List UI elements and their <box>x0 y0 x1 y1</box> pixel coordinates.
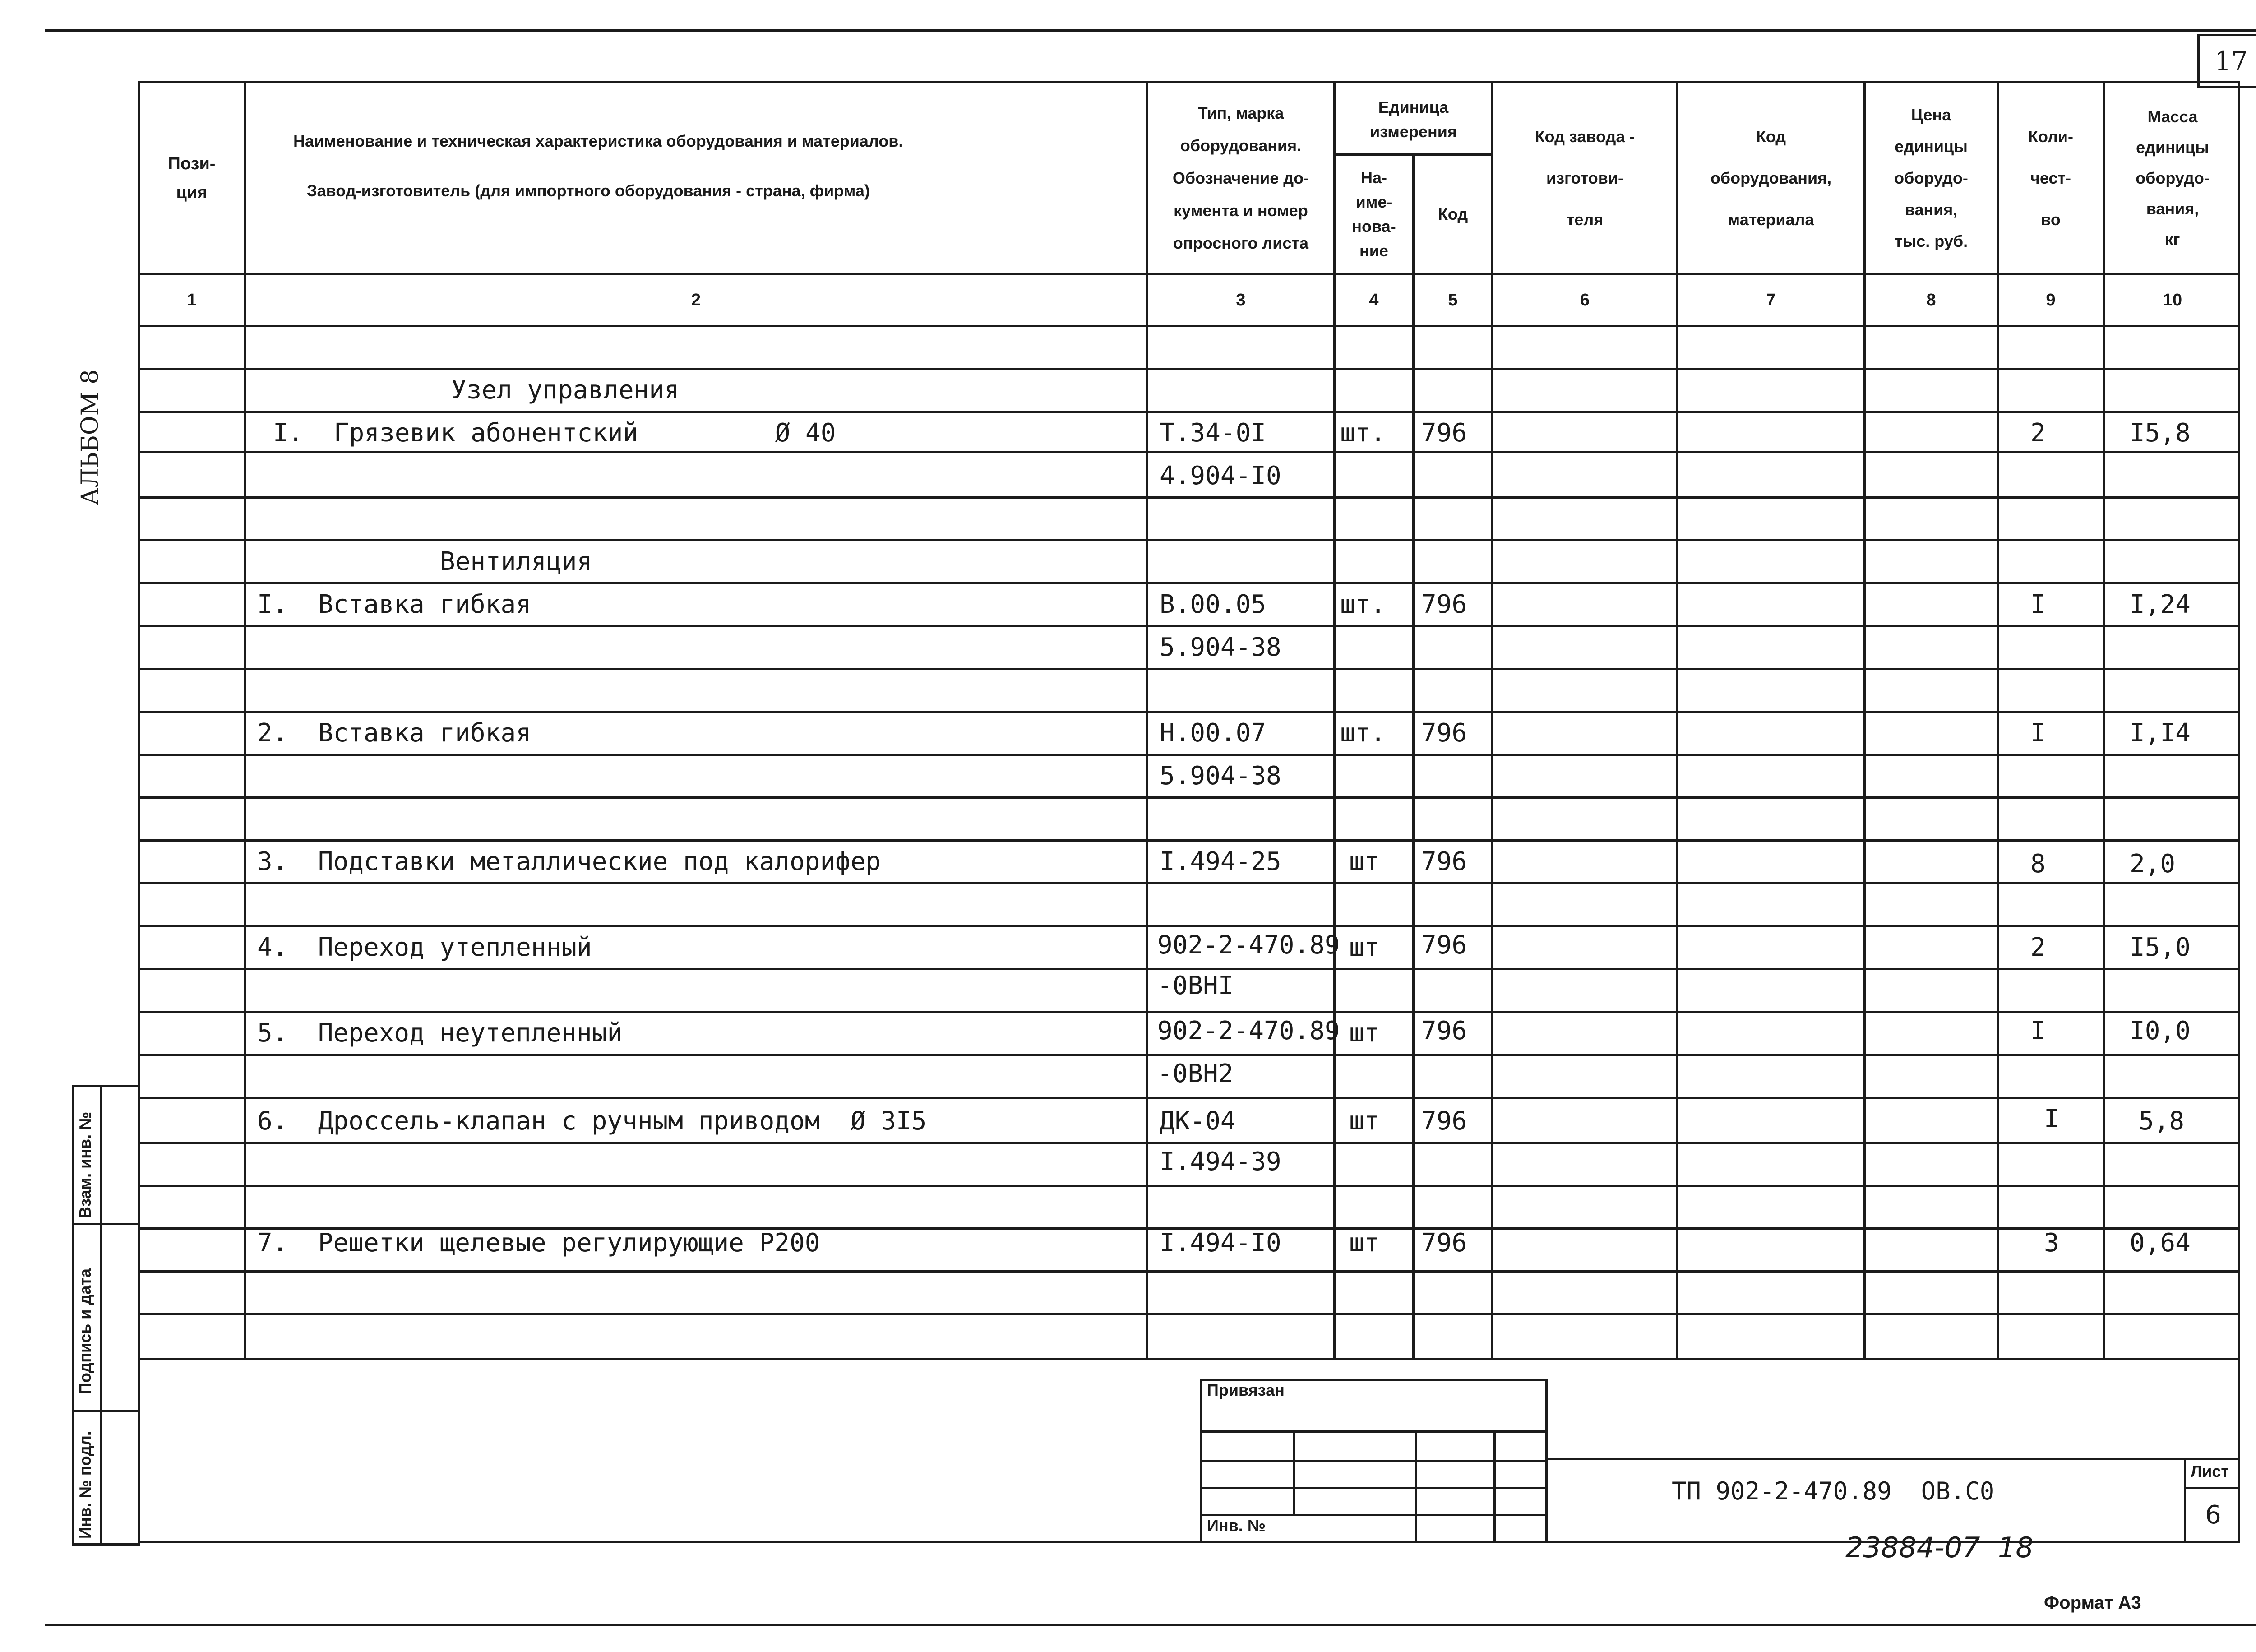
row-mass: I5,8 <box>2130 418 2191 448</box>
colnum-6: 6 <box>1580 290 1590 310</box>
archive-number: 23884-07 18 <box>1845 1531 2034 1564</box>
colnum-2: 2 <box>691 290 701 310</box>
row-qty: I <box>2030 718 2046 748</box>
header-position: Пози- ция <box>168 154 216 202</box>
row-code: 796 <box>1421 930 1467 960</box>
row-unit: шт. <box>1340 590 1386 619</box>
row-line <box>138 1313 2240 1315</box>
sheet-number: 6 <box>2205 1500 2221 1530</box>
row-mass: 5,8 <box>2139 1106 2185 1136</box>
header-unit-code: Код <box>1438 205 1468 223</box>
row-type-doc: 5.904-38 <box>1160 633 1281 662</box>
row-name: 5. Переход неутепленный <box>257 1018 623 1048</box>
side-stamp-inv: Инв. № подл. <box>76 1431 94 1539</box>
colnum-8: 8 <box>1926 290 1936 310</box>
row-line <box>138 796 2240 799</box>
page-number: 17 <box>2214 46 2248 76</box>
row-name: 3. Подставки металлические под калорифер <box>257 847 881 876</box>
colnum-10: 10 <box>2163 290 2182 310</box>
row-code: 796 <box>1421 847 1467 876</box>
row-name: 2. Вставка гибкая <box>257 718 531 748</box>
row-unit: шт <box>1349 1106 1380 1136</box>
row-line <box>138 496 2240 499</box>
header-plant-code: Код завода - изготови- теля <box>1535 127 1635 229</box>
header-unit-group: Единица измерения <box>1370 98 1457 141</box>
side-stamp-sign-date: Подпись и дата <box>76 1268 94 1394</box>
row-type: В.00.05 <box>1160 590 1267 619</box>
col-line-4 <box>1412 153 1415 1360</box>
row-type-doc: -0ВНI <box>1157 971 1234 1000</box>
row-line <box>138 368 2240 370</box>
album-label: АЛЬБОМ 8 <box>77 369 104 505</box>
row-code: 796 <box>1421 590 1467 619</box>
row-line <box>138 754 2240 756</box>
colnum-4: 4 <box>1369 290 1379 310</box>
colnum-7: 7 <box>1766 290 1776 310</box>
header-mass: Масса единицы оборудо- вания, кг <box>2136 107 2210 249</box>
row-type-doc: I.494-39 <box>1160 1147 1281 1176</box>
row-unit: шт. <box>1340 718 1386 748</box>
row-unit: шт <box>1349 933 1380 962</box>
row-code: 796 <box>1421 1228 1467 1258</box>
row-line <box>138 1270 2240 1273</box>
row-mass: I,I4 <box>2130 718 2191 748</box>
row-qty: I <box>2030 590 2046 619</box>
row-line <box>138 411 2240 413</box>
header-quantity: Коли- чест- во <box>2028 127 2074 229</box>
row-type: 902-2-470.89 <box>1157 1016 1340 1046</box>
privyazan-col <box>1493 1430 1496 1543</box>
colnum-9: 9 <box>2046 290 2056 310</box>
row-name: I. Грязевик абонентский Ø 40 <box>273 418 836 448</box>
row-line <box>138 1054 2240 1056</box>
row-unit: шт. <box>1340 418 1386 448</box>
row-line <box>138 668 2240 670</box>
header-name-line1: Наименование и техническая характеристика оборудования и материалов. <box>293 132 903 150</box>
row-unit: шт <box>1349 1018 1380 1048</box>
row-unit: шт <box>1349 1228 1380 1258</box>
row-type-doc: -0ВН2 <box>1157 1059 1234 1088</box>
doc-code-top <box>1548 1458 2240 1460</box>
row-unit: шт <box>1349 847 1380 876</box>
row-line <box>138 839 2240 842</box>
row-line <box>138 1185 2240 1187</box>
privyazan-label: Привязан <box>1207 1381 1285 1399</box>
row-line <box>138 1011 2240 1013</box>
row-name: 4. Переход утепленный <box>257 933 592 962</box>
row-code: 796 <box>1421 1106 1467 1136</box>
format-label: Формат А3 <box>2044 1593 2141 1613</box>
doc-code: ТП 902-2-470.89 ОВ.С0 <box>1672 1477 1995 1505</box>
row-type: I.494-I0 <box>1160 1228 1281 1258</box>
row-name: I. Вставка гибкая <box>257 590 531 619</box>
row-qty: 2 <box>2030 933 2046 962</box>
row-qty: 3 <box>2044 1228 2059 1258</box>
header-price: Цена единицы оборудо- вания, тыс. руб. <box>1894 106 1968 250</box>
row-line <box>138 625 2240 627</box>
row-type: Н.00.07 <box>1160 718 1267 748</box>
bottom-page-line <box>45 1624 2256 1626</box>
row-type: ДК-04 <box>1160 1106 1236 1136</box>
row-type: Т.34-0I <box>1160 418 1267 448</box>
side-stamp-divider <box>100 1085 102 1546</box>
row-mass: 0,64 <box>2130 1228 2191 1258</box>
row-qty: I <box>2030 1016 2046 1046</box>
row-mass: I5,0 <box>2130 933 2191 962</box>
row-code: 796 <box>1421 418 1467 448</box>
row-line <box>138 925 2240 927</box>
colnum-5: 5 <box>1448 290 1458 310</box>
row-code: 796 <box>1421 1016 1467 1046</box>
row-name: 6. Дроссель-клапан с ручным приводом Ø 3I5 <box>257 1106 927 1136</box>
row-line <box>138 451 2240 453</box>
colnum-3: 3 <box>1236 290 1246 310</box>
side-stamp-line <box>72 1223 140 1225</box>
row-mass: I0,0 <box>2130 1016 2191 1046</box>
header-unit-name: На- име- нова- ние <box>1352 168 1396 260</box>
sheet-label: Лист <box>2191 1462 2229 1481</box>
privyazan-col <box>1293 1430 1295 1514</box>
header-type: Тип, марка оборудования. Обозначение до- кумента и номер опросного листа <box>1172 104 1309 252</box>
section-title-ventilation: Вентиляция <box>440 547 592 576</box>
row-name: 7. Решетки щелевые регулирующие Р200 <box>257 1228 820 1258</box>
table-body-bottom <box>138 1358 2240 1360</box>
inv-label: Инв. № <box>1207 1516 1266 1535</box>
row-line <box>138 539 2240 541</box>
row-line <box>138 1142 2240 1144</box>
row-type-doc: 4.904-I0 <box>1160 461 1281 491</box>
header-name-line2: Завод-изготовитель (для импортного оборудования - страна, фирма) <box>307 181 870 200</box>
row-type-doc: 5.904-38 <box>1160 761 1281 791</box>
row-type: 902-2-470.89 <box>1157 930 1340 960</box>
row-qty: I <box>2044 1104 2059 1134</box>
row-mass: I,24 <box>2130 590 2191 619</box>
row-qty: 8 <box>2030 849 2046 879</box>
row-type: I.494-25 <box>1160 847 1281 876</box>
top-border <box>45 29 2256 32</box>
row-line <box>138 1097 2240 1099</box>
row-line <box>138 582 2240 584</box>
row-mass: 2,0 <box>2130 849 2176 879</box>
row-code: 796 <box>1421 718 1467 748</box>
section-title-control-unit: Узел управления <box>451 375 680 405</box>
row-line <box>138 711 2240 713</box>
side-stamp-line <box>72 1410 140 1412</box>
row-line <box>138 882 2240 884</box>
side-stamp-vzam: Взам. инв. № <box>76 1111 94 1218</box>
colnum-bottom-line <box>138 325 2240 327</box>
header-equipment-code: Код оборудования, материала <box>1710 127 1832 229</box>
privyazan-col <box>1415 1430 1417 1543</box>
colnum-1: 1 <box>187 290 197 310</box>
row-qty: 2 <box>2030 418 2046 448</box>
